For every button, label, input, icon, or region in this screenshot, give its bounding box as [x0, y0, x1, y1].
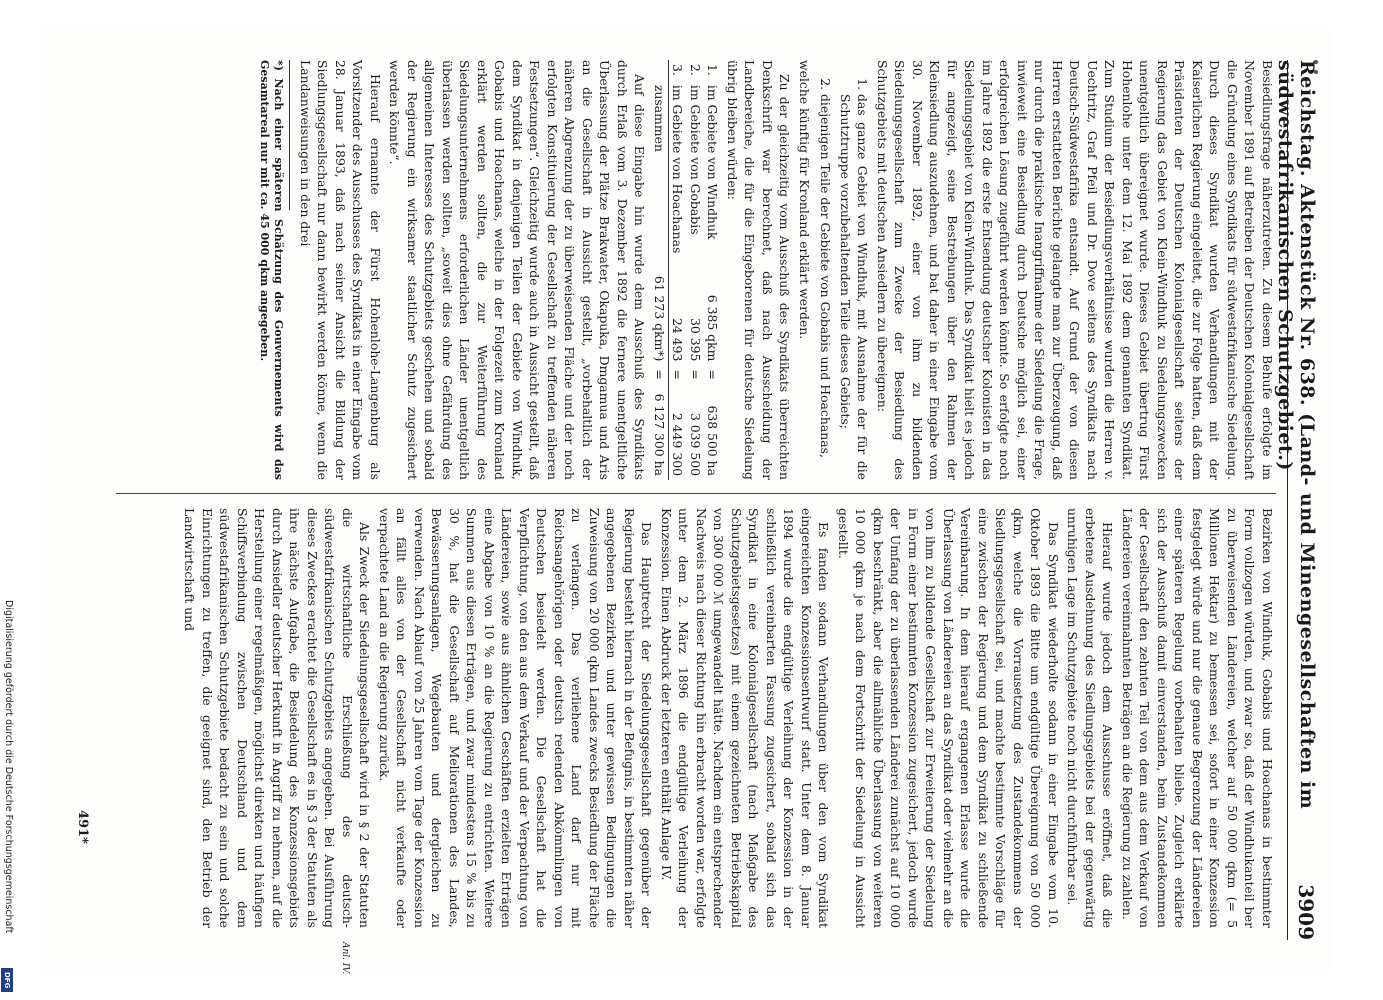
table-cell: 61 273 qkm*): [651, 267, 669, 366]
paragraph: Als Zweck der Siedelungsgesellschaft wird in § 2 der Statuten die wirtschaftliche Erschließung des deutsch-südwestafrikanischen Schutzgebiets angegeben. Bei Ausführung dieses Zweckes erachtet die Gesellschaft es in § 3 der Statuten als ihre nächste Aufgabe, die Besiedelung des Konzessionsgebiets durch Ansiedler deutscher Herkunft in Angriff zu nehmen, auf die Herstellung einer regelmäßigen, möglichst direkten und häufigen Schiffsverbindung zwischen Deutschland und dem südwestafrikanischen Schutzgebiete bedacht zu sein und solche Einrichtungen zu treffen, die geeignet sind, den Betrieb der Landwirtschaft und: [182, 508, 373, 928]
credit-text: Digitalisierung gefördert durch die Deutsche Forschungsgemeinschaft: [3, 600, 14, 934]
paragraph: Auf diese Eingabe hin wurde dem Ausschuß des Syndikats durch Erlaß vom 3. Dezember 1892 die fernere unentgeltliche Überlassung der Plätze Brakwater, Okapuka, Dmgamua und Aris an die Gesellschaft in Aussicht gestellt, „vorbehaltlich der näheren Abgrenzung der zu überweisenden Fläche und der noch erfolgten Konstituierung der Gesellschaft zu treffenden näheren Festsetzungen“. Gleichzeitig wurde auch in Aussicht gestellt, daß dem Syndikat in denjenigen Teilen der Gebiete von Windhuk, Gobabis und Hoachanas, welche in der Folgezeit zum Kronland erklärt werden sollten, die zur Weiterführung des Siedelungsunternehmens erforderlichen Länder unentgeltlich überlassen werden sollten, „soweit dies ohne Gefährdung des allgemeinen Interesses des Schutzgebiets geschehen und sobald der Regierung ein wirksamer staatlicher Schutz zugesichert werden könnte“.: [387, 60, 648, 480]
footnote: *) Nach einer späteren Schätzung des Gouvernements wird das Gesamtareal nur mit ca. 45 000 qkm angegeben.: [258, 60, 286, 480]
right-column: [179, 508, 1276, 928]
page-header: [1274, 60, 1322, 940]
list-item: 2. diejenigen Teile der Gebiete von Gobabis und Hoachanas,: [817, 94, 835, 480]
table-row: [704, 60, 722, 480]
paragraph: Besiedlungsfrage näherzutreten. Zu diesem Behufe erfolgte im November 1891 auf Betreiben der Deutschen Kolonialgesellschaft die Gründung eines Syndikats für südwestafrikanische Siedelung. Durch dieses Syndikat wurden Verhandlungen mit der Kaiserlichen Regierung eingeleitet, die zur Folge hatten, daß dem Präsidenten der Deutschen Kolonialgesellschaft seitens der Regierung das Gebiet von Klein-Windhuk zu Siedelungszwecken unentgeltlich übereignet wurde. Dieses Gebiet übertrug Fürst Hohenlohe unter dem 12. Mai 1892 dem genannten Syndikat. Zum Studium der Besiedlungsverhältnisse wurden die Herren v. Uechtritz, Graf Pfeil und Dr. Dove seitens des Syndikats nach Deutsch-Südwestafrika entsandt. Auf Grund der von diesen Herren erstatteten Berichte gelangte man zur Überzeugung, daß nur durch die praktische Inangriffnahme der Siedelung die Frage, inwieweit eine Besiedlung durch Deutsche möglich sei, einer erfolgreichen Lösung zugeführt werden könnte. So erfolgte noch im Jahre 1892 die erste Entsendung deutscher Kolonisten in das Siedelungsgebiet von Klein-Windhuk. Das Syndikat hielt es jedoch für angezeigt, seine Bestrebungen über den Rahmen der Kleinsiedlung auszudehnen, und bat daher in einer Eingabe vom 30. November 1892, einer von ihm zu bildenden Siedelungsgesellschaft zum Zwecke der Besiedlung des Schutzgebiets mit deutschen Ansiedlern zu übereignen:: [875, 60, 1275, 480]
table-row: [669, 60, 687, 480]
table-cell: 24 493: [670, 318, 686, 362]
paragraph: Bezirken von Windhuk, Gobabis und Hoachanas in bestimmter Form vollzogen würden, und zwar so, daß der Windhukanteil ber zu überweisenden Ländereien, welcher auf 50 000 qkm (= 5 Millionen Hektar) zu bemessen sei, sofort in einer Konzession festgelegt würde und nur die genaue Begrenzung der Ländereien einer späteren Regelung vorbehalten bliebe. Zugleich erklärte sich der Ausschuß damit einverstanden, beim Zustandekommen der Gesellschaft den zehnten Teil von dem aus dem Verkauf von Ländereien vereinnahmten Beträgen an die Regierung zu zahlen.: [1120, 508, 1275, 928]
list-item: 1. das ganze Gebiet von Windhuk, mit Ausnahme der für die Schutztruppe vorzubehaltenden Teile dieses Gebiets;: [837, 94, 872, 480]
paragraph: Hierauf wurde jedoch dem Ausschusse eröffnet, daß die erbetene Ausdehnung des Siedlungsgebiets bei der gegenwärtig unruhigen Lage im Schutzgebiete noch nicht durchführbar sei.: [1065, 508, 1116, 928]
paragraph: welche künftig für Kronland erklärt werden.: [797, 60, 812, 340]
table-cell: im Gebiete von Windhuk: [705, 84, 721, 240]
margin-note: Anl. IV.: [340, 942, 350, 975]
table-cell: 1.: [705, 64, 721, 76]
table-cell: =: [688, 369, 703, 380]
table-cell: 30 395: [688, 318, 703, 362]
table-cell: 2 449 300: [670, 412, 686, 476]
table-cell: =: [705, 369, 721, 380]
scanned-page: [40, 30, 1330, 975]
page-title: Reichstag. Aktenstück Nr. 638. (Land- und Minengesellschaften im südwestafrikanischen Schutzgebiet.): [1274, 60, 1318, 810]
table-cell: zusammen: [651, 81, 669, 267]
dfg-logo-icon: DFG: [1, 968, 13, 992]
paragraph: Das Syndikat wiederholte sodann in einer Eingabe vom 10. Oktober 1893 die Bitte um endgültige Übereignung von 50 000 qkm, welche die Vorrausetzung des Zustandekommens der Siedlungsgesellschaft sei, und machte bestimmte Vorschläge für eine zwischen der Regierung und dem Syndikat zu schließende Vereinbarung. In dem hierauf ergangenen Erlasse wurde die Überlassung von Ländereien an das Syndikat oder vielmehr an die von ihm zu bildende Gesellschaft zur Erweiterung der Siedelung in Form einer bestimmten Konzession zugesichert, jedoch wurde der Umfang der zu überlassenden Länderei zunächst auf 10 000 qkm beschränkt, aber die allmähliche Überlassung von weiteren 10 000 qkm je nach dem Fortschritt der Siedelung in Aussicht gestellt.: [836, 508, 1061, 928]
paragraph: Hierauf ernannte der Fürst Hohenlohe-Langenburg als Vorsitzender des Ausschusses des Syndikats in einer Eingabe vom 28. Januar 1893, daß nach seiner Ansicht die Bildung der Siedlungsgesellschaft nur dann bewirkt werden könne, wenn die Landanweisungen in den drei: [298, 60, 383, 480]
left-column: [258, 60, 1277, 480]
table-cell: 3 039 500: [688, 412, 703, 476]
table-cell: im Gebiete von Gobabis: [688, 84, 703, 235]
area-table: [651, 60, 722, 480]
table-cell: =: [651, 365, 669, 384]
paragraph: Es fanden sodann Verhandlungen über den vom Syndikat eingereichten Konzessionsentwurf statt. Unter dem 8. Januar 1894 wurde die endgültige Verleihung der Konzession in der schließlich vereinbarten Fassung zugesichert, sobald sich das Syndikat in eine Kolonialgesellschaft (nach Maßgabe des Schutzgebietsgesetzes) mit einem gezeichneten Betriebskapital von 300 000 ℳ umgewandelt hätte. Nachdem ein entsprechender Nachweis nach dieser Richtung hin erbracht worden war, erfolgte unter dem 2. März 1896 die endgültige Verleihung der Konzession. Einen Abdruck der letzteren enthält Anlage IV.: [659, 508, 832, 928]
request-list: [817, 60, 872, 480]
page-signature: 491*: [75, 810, 90, 844]
table-cell: im Gebiete von Hoachanas: [670, 84, 686, 254]
paragraph: Das Hauptrecht der Siedelungsgesellschaft gegenüber der Regierung besteht hiernach in der Befugnis, in bestimmten näher angegebenen Bezirken und unter gewissen Bedingungen die Zuweisung von 20 000 qkm Landes zwecks Besiedlung der Fläche zu verlangen. Das verliehene Land darf nur mit Reichsangehörigen oder deutsch redenden Abkömmlingen von Deutschen besiedelt werden. Die Gesellschaft hat die Verpflichtung, von den aus dem Verkauf und der Verpachtung von Ländereien, sowie aus ähnlichen Geschäften erzielten Erträgen eine Abgabe von 10 % an die Regierung zu entrichten. Weitere Summen aus diesen Erträgen, und zwar mindestens 15 % bis zu 30 %, hat die Gesellschaft auf Meliorationen des Landes, Bewässerungsanlagen, Wegebauten und dergleichen zu verwenden. Nach Ablauf von 25 Jahren vom Tage der Konzession an fällt alles von der Gesellschaft nicht verkaufte oder verpachtete Land an die Regierung zurück.: [377, 508, 655, 928]
column-divider: [116, 493, 1276, 494]
table-cell: =: [670, 369, 686, 380]
table-cell: 6 127 300 ha: [651, 385, 669, 480]
paragraph: Zu der gleichzeitig vom Ausschuß des Syndikats überreichten Denkschrift war berechnet, daß nach Ausscheidung der Landbereiche, die für die Eingeborenen für deutsche Siedelung übrig bleiben würden:: [725, 60, 793, 480]
table-row-total: [651, 60, 669, 480]
footnote-rule: [290, 60, 291, 210]
table-cell: 2.: [688, 64, 703, 76]
digitization-credit: [0, 600, 14, 1000]
table-cell: 6 385 qkm: [705, 294, 721, 362]
table-cell: 3.: [670, 64, 686, 76]
table-cell: 638 500 ha: [705, 405, 721, 476]
table-row: [687, 60, 705, 480]
page-number: 3909: [1294, 884, 1318, 940]
